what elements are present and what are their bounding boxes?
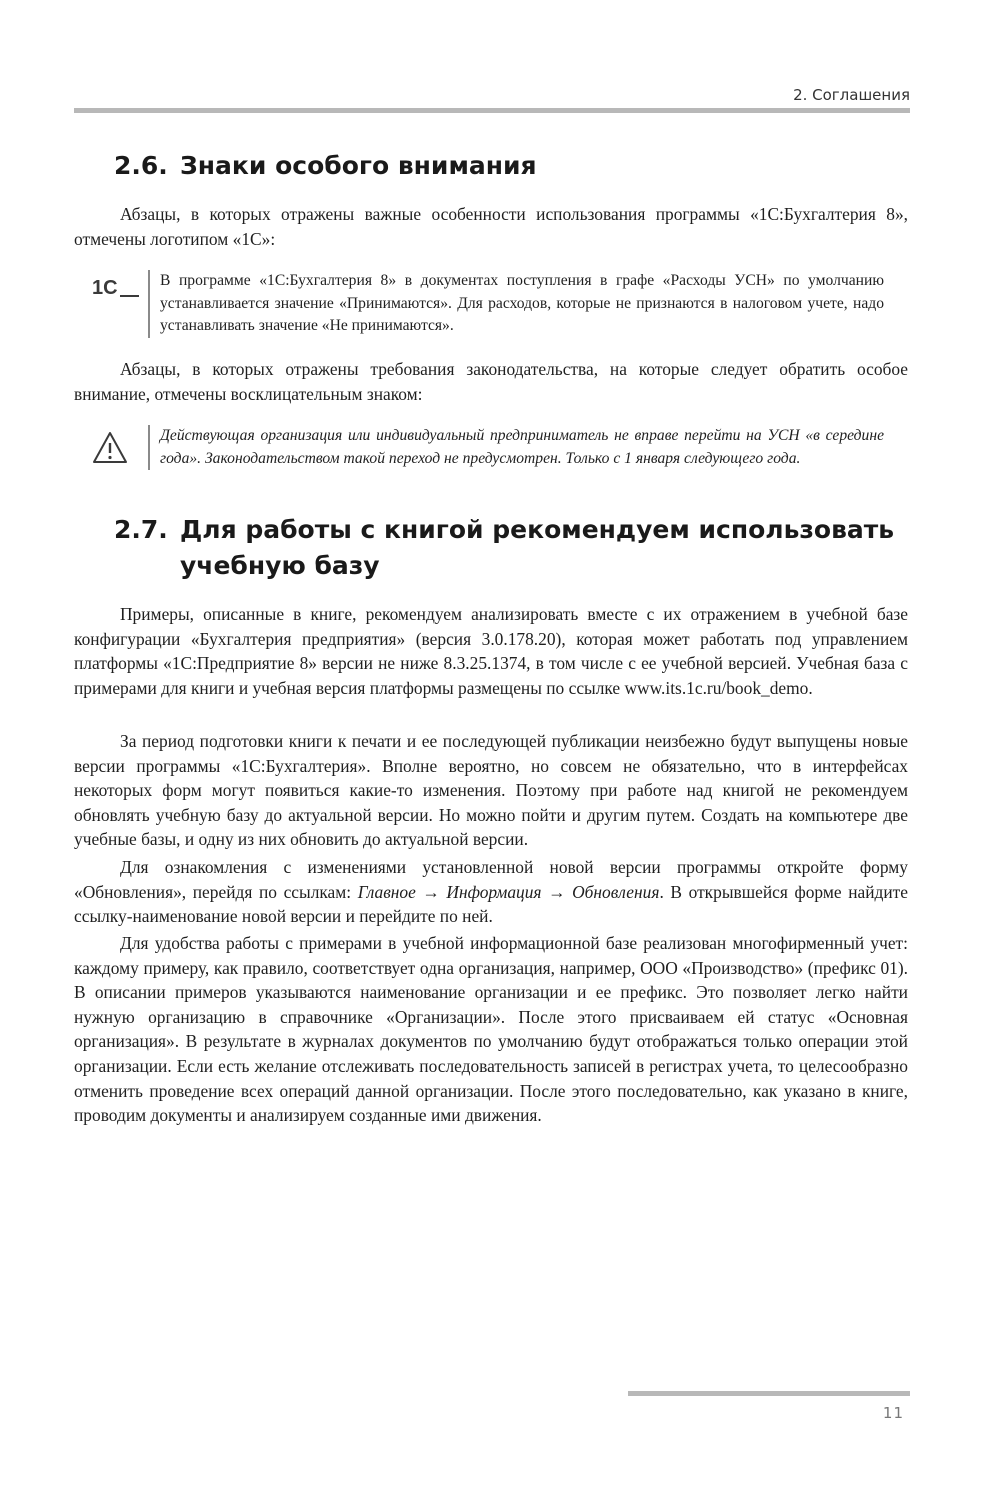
- warning-triangle-icon: [92, 430, 128, 466]
- menu-path: Главное → Информация → Обновления: [357, 881, 660, 902]
- section-2-7-paragraph-2: За период подготовки книги к печати и ее последующей публикации неизбежно будут выпущены новые версии программы «1С:Бухгалтерия». Вполне вероятно, но совсем не обязательно, что в интерфейсах некоторых форм могут появиться какие-то изменения. Поэтому при работе над книгой не рекомендуем обновлять учебную базу до актуальной версии. Но можно пойти и другим путем. Создать на компьютере две учебные базы, и одну из них обновить до актуальной версии.: [74, 731, 908, 850]
- section-2-7-paragraph-3: [74, 855, 908, 929]
- section-2-7-heading: [114, 512, 894, 584]
- section-2-7-title: [180, 512, 894, 584]
- top-rule: [74, 108, 910, 113]
- note-1c: В программе «1С:Бухгалтерия 8» в документах поступления в графе «Расходы УСН» по умолчанию устанавливается значение «Принимаются». Для расходов, которые не признаются в налоговом учете, надо устанавливать значение «Не принимаются».: [148, 270, 884, 338]
- paragraph-3-text-after: . В открывшейся форме найдите ссылку-наименование новой версии и перейдите по ней.: [74, 881, 908, 927]
- section-2-6-number: 2.6.: [114, 151, 168, 180]
- note-warning: Действующая организация или индивидуальный предприниматель не вправе перейти на УСН «в середине года». Законодательством такой переход не предусмотрен. Только с 1 января следующего года.: [148, 425, 884, 470]
- bottom-rule: [628, 1391, 910, 1396]
- section-2-7-paragraph-1: Примеры, описанные в книге, рекомендуем анализировать вместе с их отражением в учебной базе конфигурации «Бухгалтерия предприятия» (версия 3.0.178.20), которая может работать под управлением платформы «1С:Предприятие 8» версии не ниже 8.3.25.1374, в том числе с ее учебной версией. Учебная база с примерами для книги и учебная версия платформы размещены по ссылке www.its.1c.ru/book_demo.: [74, 604, 908, 698]
- section-2-6-warning-intro: Абзацы, в которых отражены требования законодательства, на которые следует обратить особое внимание, отмечены восклицательным знаком:: [74, 359, 908, 404]
- section-2-6-heading: [114, 148, 537, 184]
- section-2-7-title-line1: Для работы с книгой рекомендуем использовать: [180, 515, 895, 544]
- section-2-7-number: 2.7.: [114, 515, 168, 544]
- section-2-6-title: Знаки особого внимания: [180, 151, 537, 180]
- section-2-6-intro: Абзацы, в которых отражены важные особенности использования программы «1С:Бухгалтерия 8», отмечены логотипом «1С»:: [74, 204, 908, 249]
- running-head: 2. Соглашения: [793, 86, 910, 104]
- section-2-7-paragraph-4: Для удобства работы с примерами в учебной информационной базе реализован многофирменный учет: каждому примеру, как правило, соответствует одна организация, например, ООО «Производство» (префикс 01). В описании примеров указываются наименование организации и ее префикс. Это позволяет легко найти нужную организацию в справочнике «Организации». После этого присваиваем ей статус «Основная организация». В результате в журналах документов по умолчанию будут отображаться только операции этой организации. Если есть желание отслеживать последовательность записей в регистрах учета, то целесообразно отменить проведение всех операций данной организации. После этого последовательно, как указано в книге, проводим документы и анализируем созданные ими движения.: [74, 933, 908, 1126]
- 1c-logo-text: 1С: [92, 277, 118, 299]
- page-number: 11: [882, 1404, 904, 1422]
- paragraph-3-text-before: Для ознакомления с изменениями установленной новой версии программы откройте форму «Обновления», перейдя по ссылкам:: [74, 857, 908, 902]
- 1c-logo-icon: [92, 275, 140, 299]
- section-2-7-title-line2: учебную базу: [180, 551, 380, 580]
